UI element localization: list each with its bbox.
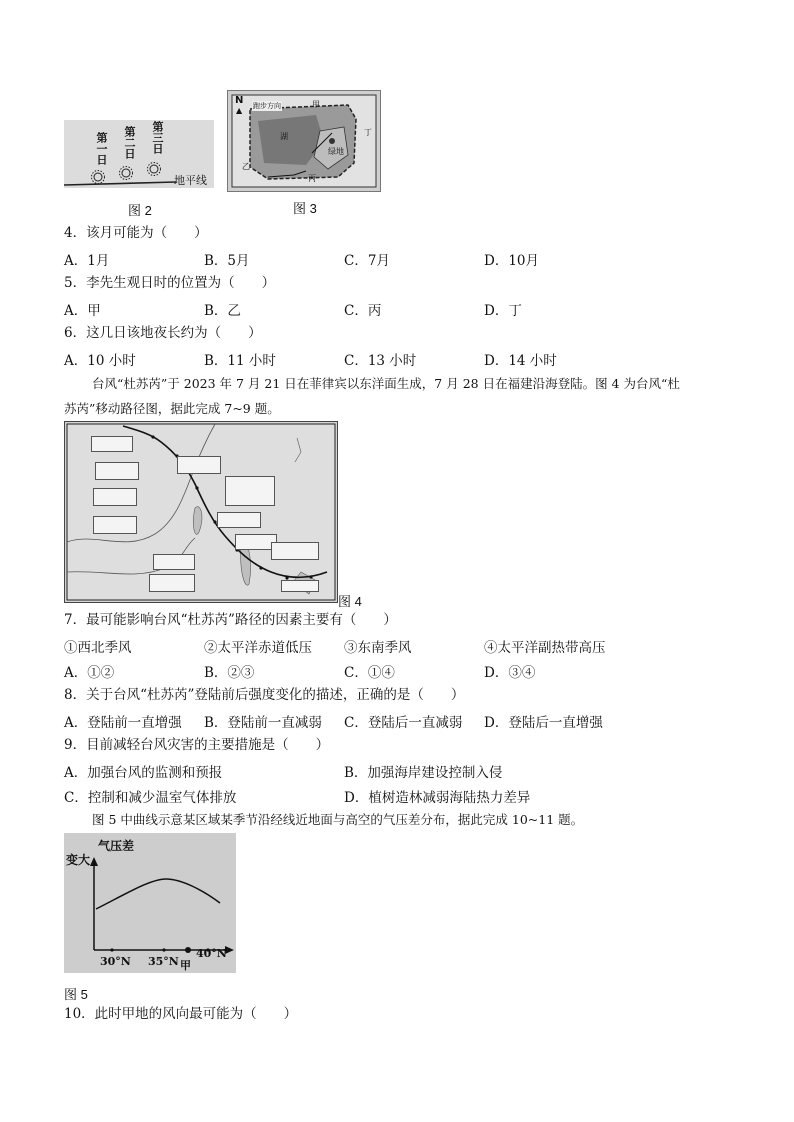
map-label-box [95,462,139,480]
q7-option-a: A．①② [64,665,115,681]
q6-option-c: C．13 小时 [344,353,417,369]
question-6-stem: 6．这几日该地夜长约为（ ） [64,325,262,341]
q7-choice-4: ④太平洋副热带高压 [484,640,606,656]
fig5-tick-30n: 30°N [100,955,131,968]
typhoon-intro-line-2: 苏芮”移动路径图，据此完成 7~9 题。 [64,401,280,416]
fig5-ylabel: 气压差 [98,839,135,853]
q5-option-c: C．丙 [344,303,382,319]
q4-option-c: C．7月 [344,253,390,269]
question-4-stem: 4．该月可能为（ ） [64,225,208,241]
pressure-intro: 图 5 中曲线示意某区域某季节沿经线近地面与高空的气压差分布，据此完成 10~11 题。 [92,812,584,827]
q6-option-b: B．11 小时 [204,353,276,369]
q5-option-d: D．丁 [484,303,522,319]
north-arrow-icon: ▲ [236,106,243,115]
q7-choice-1: ①西北季风 [64,640,132,656]
fig5-tick-35n: 35°N [148,955,179,968]
question-5-stem: 5．李先生观日时的位置为（ ） [64,275,276,291]
q8-option-d: D．登陆后一直增强 [484,715,603,731]
q8-option-c: C．登陆后一直减弱 [344,715,463,731]
figure-3-map [227,90,381,192]
figure-2-image [64,120,214,188]
map-label-box [93,488,137,506]
map-label-box [225,476,275,506]
q7-choice-3: ③东南季风 [344,640,412,656]
map-label-box [271,542,319,560]
q6-option-d: D．14 小时 [484,353,557,369]
q4-option-a: A．1月 [64,253,110,269]
typhoon-intro-line-1: 台风“杜苏芮”于 2023 年 7 月 21 日在菲律宾以东洋面生成，7 月 28 日在福建沿海登陆。图 4 为台风“杜 [92,376,680,391]
q7-option-b: B．②③ [204,665,255,681]
map-label-box [177,456,221,474]
q6-option-a: A．10 小时 [64,353,136,369]
q8-option-b: B．登陆前一直减弱 [204,715,322,731]
map-label-box [149,574,195,592]
question-9-stem: 9．目前减轻台风灾害的主要措施是（ ） [64,737,330,753]
map-label-box [93,516,137,534]
day-1-label: 第一日 [95,132,108,165]
q5-option-b: B．乙 [204,303,241,319]
map-label-box [91,436,133,452]
q4-option-d: D．10月 [484,253,540,269]
q7-option-d: D．③④ [484,665,536,681]
map-label-box [217,512,261,528]
q7-choice-2: ②太平洋赤道低压 [204,640,312,656]
figure-4-caption: 图 4 [338,594,362,609]
figure-2-caption: 图 2 [128,203,152,218]
figure-4-typhoon-map [64,421,338,603]
point-ding-label: 丁 [364,128,372,137]
point-bing-label: 丙 [308,174,316,183]
north-label: N [235,95,244,106]
green-label: 绿地 [328,147,344,156]
day-3-label: 第三日 [151,121,164,154]
q4-option-b: B．5月 [204,253,250,269]
point-yi-label: 乙 [242,162,250,171]
q7-option-c: C．①④ [344,665,395,681]
question-8-stem: 8．关于台风“杜苏芮”登陆前后强度变化的描述，正确的是（ ） [64,687,465,703]
map-label-box [281,580,319,592]
horizon-label: 地平线 [174,174,207,187]
fig5-tick-jia: 甲 [180,959,191,972]
running-direction-label: 跑步方向 [253,102,281,110]
question-10-stem: 10．此时甲地的风向最可能为（ ） [64,1006,298,1022]
figure-5-caption: 图 5 [64,987,88,1002]
q9-option-a: A．加强台风的监测和预报 [64,765,223,781]
figure-3-caption: 图 3 [293,201,317,216]
fig5-ylabel-direction: 变大 [66,853,91,867]
day-2-label: 第二日 [123,126,136,159]
point-jia-label: 甲 [312,100,320,109]
figure-5-chart [64,833,236,973]
q8-option-a: A．登陆前一直增强 [64,715,182,731]
q9-option-c: C．控制和减少温室气体排放 [64,790,237,806]
q9-option-d: D．植树造林减弱海陆热力差异 [344,790,531,806]
lake-label: 湖 [280,132,288,141]
map-label-box [153,554,195,570]
fig5-tick-40n: 40°N [196,947,227,960]
q5-option-a: A．甲 [64,303,101,319]
question-7-stem: 7．最可能影响台风“杜苏芮”路径的因素主要有（ ） [64,612,397,628]
q9-option-b: B．加强海岸建设控制入侵 [344,765,503,781]
